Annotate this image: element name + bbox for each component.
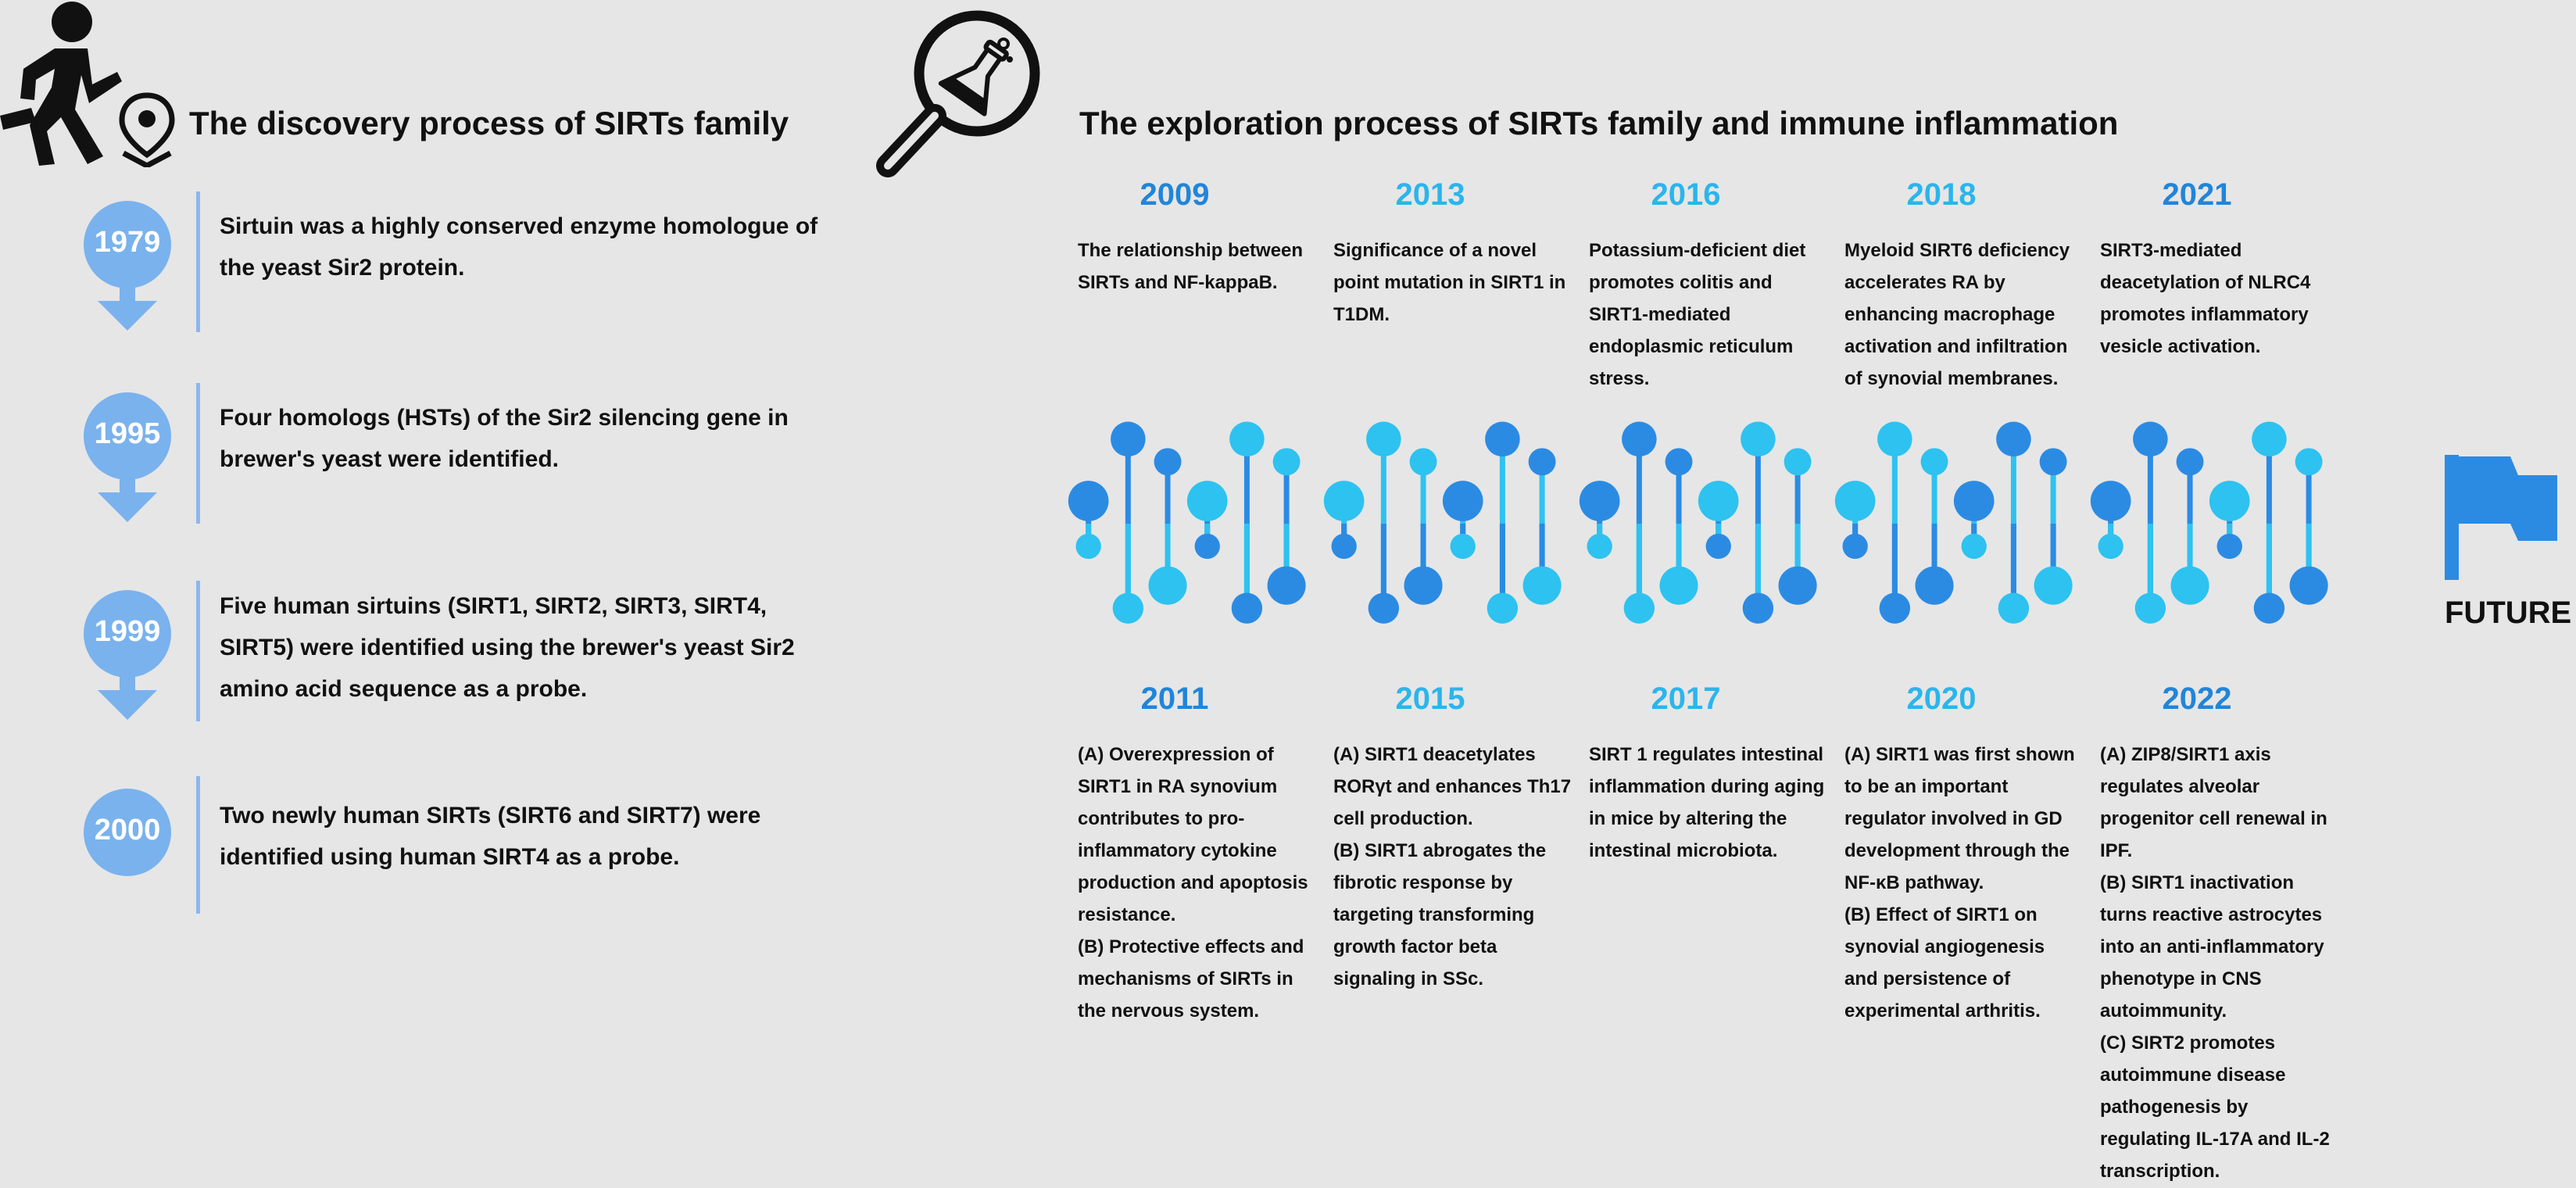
discovery-item-1999: [82, 581, 832, 721]
helix-node: [1451, 534, 1476, 559]
helix-node: [2091, 481, 2131, 521]
discovery-text: Four homologs (HSTs) of the Sir2 silencing gene in brewer's yeast were identified.: [220, 405, 789, 472]
circle-marker: [82, 776, 173, 917]
helix-node: [2254, 592, 2284, 623]
helix-node: [1624, 592, 1655, 623]
discovery-text: Two newly human SIRTs (SIRT6 and SIRT7) were identified using human SIRT4 as a probe.: [220, 803, 761, 870]
helix-node: [1268, 567, 1306, 605]
event-text-2013: Significance of a novel point mutation in SIRT1 in T1DM.: [1333, 240, 1566, 325]
future-label: FUTURE: [2445, 596, 2572, 630]
helix-node: [1880, 592, 1910, 623]
helix-node: [1111, 422, 1146, 457]
location-pin-icon: [117, 92, 177, 167]
flag-icon: [2443, 453, 2560, 583]
helix-node: [1779, 567, 1817, 605]
helix-node: [1996, 422, 2031, 457]
helix-node: [1962, 534, 1987, 559]
helix-node: [1843, 534, 1868, 559]
discovery-year: 1979: [94, 226, 161, 259]
year-2020: 2020: [1906, 682, 1977, 716]
helix-node: [1835, 481, 1876, 521]
helix-node: [1068, 481, 1109, 521]
helix-node: [2177, 448, 2204, 475]
timeline-divider: [196, 191, 200, 332]
discovery-item-1995: [82, 383, 832, 524]
discovery-year: 1995: [94, 417, 161, 450]
helix-node: [1622, 422, 1657, 457]
exploration-title: The exploration process of SIRTs family and immune inflammation: [1079, 105, 2119, 141]
helix-node: [2171, 567, 2209, 605]
helix-node: [1523, 567, 1562, 605]
arrow-marker: [82, 191, 173, 332]
helix-node: [1076, 534, 1101, 559]
helix-node: [1195, 534, 1220, 559]
helix-node: [1443, 481, 1483, 521]
year-2022: 2022: [2162, 682, 2232, 716]
helix-node: [1743, 592, 1773, 623]
helix-node: [1232, 592, 1262, 623]
event-text-2022: (A) ZIP8/SIRT1 axis regulates alveolar progenitor cell renewal in IPF. (B) SIRT1 inactivation turns reactive astrocytes into an anti-inflammatory phenotype in CNS autoimmunity. (C) SIRT2 promotes autoimmune disease pathogenesis by regulating IL-17A and IL-2 transcription.: [2100, 744, 2330, 1182]
discovery-text: Five human sirtuins (SIRT1, SIRT2, SIRT3, SIRT4, SIRT5) were identified using the brewer's yeast Sir2 amino acid sequence as a probe.: [220, 593, 795, 702]
timeline-divider: [196, 383, 200, 524]
event-text-2016: Potassium-deficient diet promotes colitis and SIRT1-mediated endoplasmic reticulum stress.: [1589, 240, 1806, 389]
helix-node: [1410, 448, 1437, 475]
helix-node: [2217, 534, 2242, 559]
running-person-icon: [0, 0, 125, 168]
helix-node: [2290, 567, 2328, 605]
helix-node: [1273, 448, 1301, 475]
helix-node: [1332, 534, 1357, 559]
helix-node: [1485, 422, 1520, 457]
helix-node: [1916, 567, 1954, 605]
discovery-title: The discovery process of SIRTs family: [189, 105, 789, 141]
year-2016: 2016: [1651, 177, 1721, 212]
arrow-marker: [82, 383, 173, 524]
helix-node: [1784, 448, 1812, 475]
helix-node: [1660, 567, 1698, 605]
helix-node: [1665, 448, 1693, 475]
event-text-2009: The relationship between SIRTs and NF-kappaB.: [1078, 240, 1304, 293]
event-text-2015: (A) SIRT1 deacetylates RORγt and enhances Th17 cell production. (B) SIRT1 abrogates the fibrotic response by targeting transforming growth factor beta signaling in SSc.: [1333, 744, 1572, 989]
helix-node: [1149, 567, 1187, 605]
helix-node: [2252, 422, 2287, 457]
helix-node: [2209, 481, 2250, 521]
year-2009: 2009: [1140, 177, 1210, 212]
discovery-item-1979: [82, 191, 832, 332]
helix-node: [1366, 422, 1401, 457]
discovery-year: 1999: [94, 615, 161, 648]
helix-node: [2034, 567, 2073, 605]
helix-node: [1741, 422, 1776, 457]
event-text-2020: (A) SIRT1 was first shown to be an important regulator involved in GD development through the NF-κB pathway. (B) Effect of SIRT1 on synovial angiogenesis and persistence of experimental arthritis.: [1844, 744, 2075, 1022]
helix-node: [1877, 422, 1912, 457]
year-2021: 2021: [2162, 177, 2232, 212]
helix-node: [1113, 592, 1143, 623]
helix-node: [1404, 567, 1443, 605]
helix-node: [2098, 534, 2123, 559]
dna-helix-icon: [1047, 391, 2360, 657]
helix-node: [1154, 448, 1182, 475]
event-text-2017: SIRT 1 regulates intestinal inflammation during aging in mice by altering the intestinal microbiota.: [1589, 744, 1825, 861]
timeline-divider: [196, 776, 200, 914]
helix-node: [1324, 481, 1365, 521]
year-2018: 2018: [1906, 177, 1977, 212]
helix-node: [2040, 448, 2067, 475]
year-2015: 2015: [1395, 682, 1465, 716]
helix-node: [1229, 422, 1265, 457]
helix-node: [1580, 481, 1620, 521]
discovery-year: 2000: [94, 814, 161, 846]
helix-node: [1698, 481, 1739, 521]
helix-node: [1529, 448, 1556, 475]
year-2013: 2013: [1395, 177, 1465, 212]
year-2017: 2017: [1651, 682, 1721, 716]
helix-node: [1921, 448, 1948, 475]
discovery-item-2000: [82, 776, 832, 917]
helix-node: [1368, 592, 1399, 623]
helix-node: [1587, 534, 1612, 559]
event-text-2011: (A) Overexpression of SIRT1 in RA synovium contributes to pro-inflammatory cytokine production and apoptosis resistance. (B) Protective effects and mechanisms of SIRTs in the nervous system.: [1078, 744, 1308, 1022]
magnifying-glass-flask-icon: [866, 6, 1046, 180]
discovery-text: Sirtuin was a highly conserved enzyme homologue of the yeast Sir2 protein.: [220, 213, 818, 281]
timeline-divider: [196, 581, 200, 721]
event-text-2021: SIRT3-mediated deacetylation of NLRC4 promotes inflammatory vesicle activation.: [2100, 240, 2311, 357]
helix-node: [2133, 422, 2168, 457]
event-text-2018: Myeloid SIRT6 deficiency accelerates RA by enhancing macrophage activation and infiltration of synovial membranes.: [1844, 240, 2070, 389]
helix-node: [1487, 592, 1518, 623]
helix-node: [2135, 592, 2166, 623]
helix-node: [1187, 481, 1228, 521]
helix-node: [2295, 448, 2323, 475]
arrow-marker: [82, 581, 173, 721]
helix-node: [1706, 534, 1731, 559]
helix-node: [1998, 592, 2029, 623]
helix-node: [1954, 481, 1995, 521]
year-2011: 2011: [1140, 682, 1209, 716]
